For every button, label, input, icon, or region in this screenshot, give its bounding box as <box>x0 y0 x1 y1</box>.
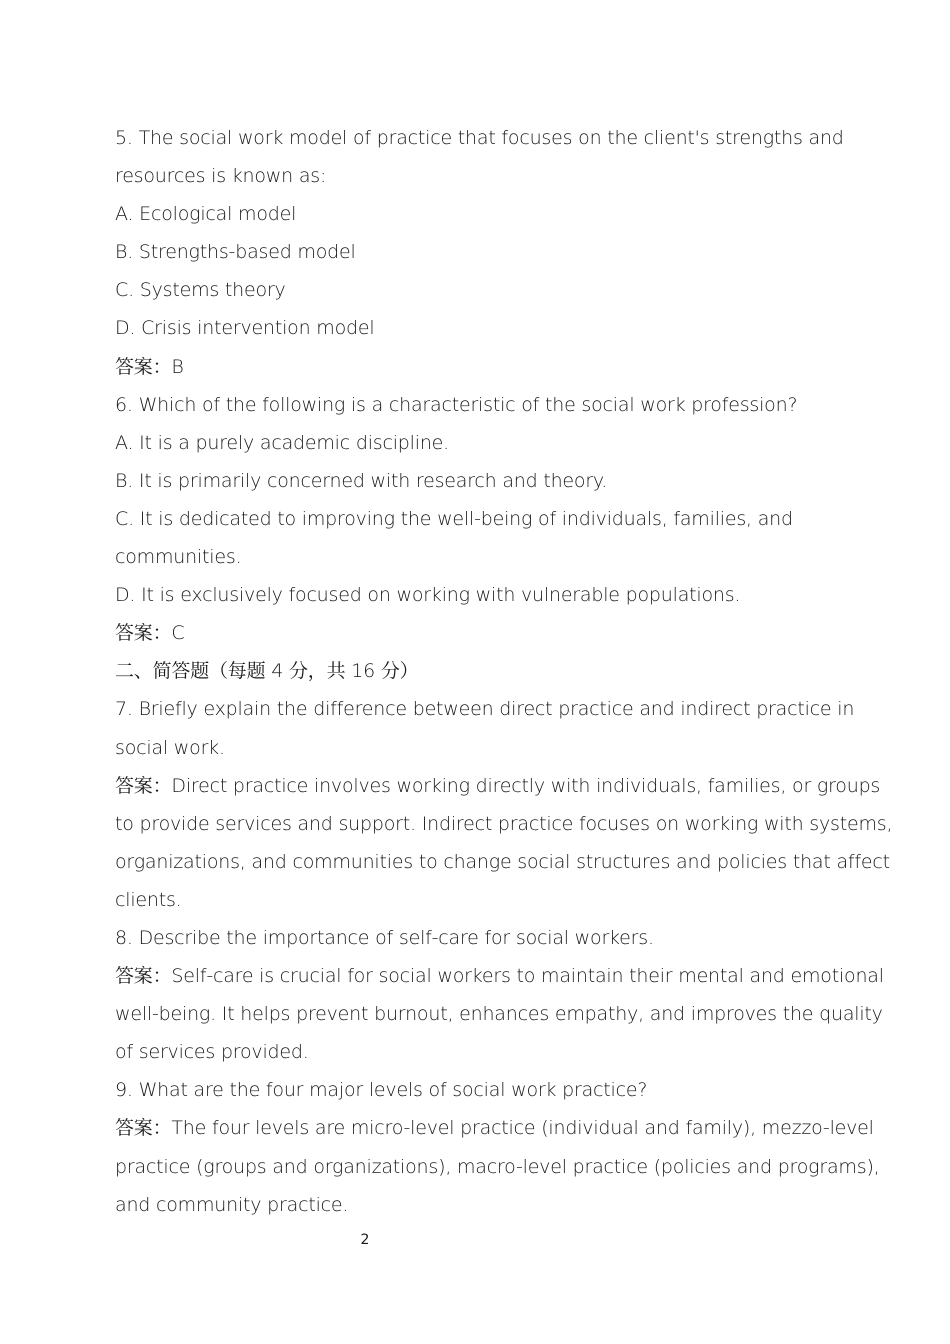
question-6-option-a: A. It is a purely academic discipline. <box>115 431 449 454</box>
question-5-option-a: A. Ecological model <box>115 203 297 226</box>
question-6-option-c-line-1: C. It is dedicated to improving the well-being of individuals, families, and <box>115 507 793 530</box>
question-9-text: 9. What are the four major levels of social work practice? <box>115 1079 648 1102</box>
question-9-answer-line-3: and community practice. <box>115 1193 349 1216</box>
page-number: 2 <box>360 1232 370 1248</box>
question-7-answer-line-2: to provide services and support. Indirect practice focuses on working with systems, <box>115 812 893 835</box>
question-5-option-b: B. Strengths-based model <box>115 241 356 264</box>
question-9-answer-line-2: practice (groups and organizations), macro-level practice (policies and programs), <box>115 1155 880 1178</box>
question-5-text-line-1: 5. The social work model of practice that focuses on the client's strengths and <box>115 127 844 149</box>
question-9-answer-line-1: 答案：The four levels are micro-level practice (individual and family), mezzo-level <box>115 1117 874 1140</box>
question-6-option-c-line-2: communities. <box>115 546 242 569</box>
question-6-answer: 答案：C <box>115 622 185 645</box>
question-7-text-line-2: social work. <box>115 736 225 759</box>
question-6-option-d: D. It is exclusively focused on working with vulnerable populations. <box>115 584 741 607</box>
question-7-answer-line-3: organizations, and communities to change social structures and policies that affect <box>115 850 890 873</box>
page-content <box>115 119 893 1224</box>
question-5-answer: 答案：B <box>115 355 184 378</box>
question-8-answer-line-3: of services provided. <box>115 1041 309 1064</box>
question-7-text-line-1: 7. Briefly explain the difference between direct practice and indirect practice in <box>115 698 855 721</box>
question-7-answer-line-4: clients. <box>115 888 182 911</box>
question-5-option-c: C. Systems theory <box>115 279 286 302</box>
question-8-text: 8. Describe the importance of self-care for social workers. <box>115 926 654 949</box>
question-8-answer-line-1: 答案：Self-care is crucial for social workers to maintain their mental and emotional <box>115 965 884 988</box>
question-6-text: 6. Which of the following is a characteristic of the social work profession? <box>115 393 798 416</box>
question-5-option-d: D. Crisis intervention model <box>115 317 375 340</box>
section-heading-short-answer: 二、简答题（每题 4 分，共 16 分） <box>115 660 419 683</box>
question-8-answer-line-2: well-being. It helps prevent burnout, enhances empathy, and improves the quality <box>115 1003 883 1026</box>
question-6-option-b: B. It is primarily concerned with research and theory. <box>115 469 608 492</box>
question-5-text-line-2: resources is known as: <box>115 165 327 188</box>
question-7-answer-line-1: 答案：Direct practice involves working directly with individuals, families, or groups <box>115 774 881 797</box>
